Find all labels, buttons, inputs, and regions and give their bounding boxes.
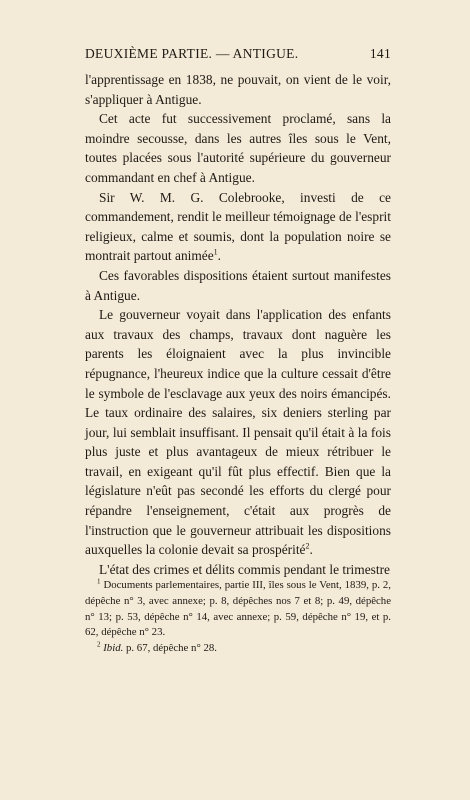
footnote-marker-1: 1: [97, 577, 101, 586]
footnote-marker-2: 2: [97, 640, 101, 649]
paragraph-1: l'apprentissage en 1838, ne pouvait, on vient de le voir, s'appliquer à Antigue.: [85, 72, 391, 107]
footnote-2: $^2$ Ibid. p. 67, dépêche n° 28.: [97, 640, 217, 655]
running-header: [85, 46, 391, 62]
footnote-ref-1: 1: [213, 247, 218, 257]
footnotes: [85, 578, 391, 657]
paragraph-6: L'état des crimes et délits commis pendant le trimestre: [99, 561, 390, 577]
paragraph-4: Ces favorables dispositions étaient surtout manifestes à Antigue.: [85, 267, 391, 303]
paragraph-2: Cet acte fut successivement proclamé, sans la moindre secousse, dans les autres îles sous le Vent, toutes placées sous l'autorité supérieure du gouverneur commandant en chef à Antigue.: [85, 111, 391, 185]
paragraph-3: Sir W. M. G. Colebrooke, investi de ce commandement, rendit le meilleur témoignage de l'esprit religieux, calme et soumis, dont la population noire se montrait partout animée$^1$.: [85, 189, 391, 264]
footnote-ref-2: 2: [305, 541, 310, 551]
page-number: 141: [369, 46, 391, 61]
footnote-1: $^1$ Documents parlementaires, partie III, îles sous le Vent, 1839, p. 2, dépêche n° 3, avec annexe; p. 8, dépêches nos 7 et 8; p. 49, dépêche n° 13; p. 53, dépêche n° 14, avec annexe; p. 59, dépêche n° 19, et p. 62, dépêche n° 23.: [85, 577, 391, 639]
ibid-reference: Ibid.: [103, 642, 124, 655]
paragraph-5: Le gouverneur voyait dans l'application des enfants aux travaux des champs, travaux dont naguère les parents les éloignaient avec la plus invincible répugnance, l'heureux indice que la culture cessait d'être le symbole de l'esclavage aux yeux des noirs émancipés. Le taux ordinaire des salaires, six deniers sterling par jour, lui semblait insuffisant. Il pensait qu'il était à la fois plus juste et plus avantageux de mieux rétribuer le travail, en exigeant qu'il fût plus effectif. Bien que la législature n'eût pas secondé les efforts du clergé pour répandre l'enseignement, c'était aux progrès de l'instruction que le gouverneur attribuait les dispositions auxquelles la colonie devait sa prospérité$^2$.: [85, 307, 391, 558]
running-title: DEUXIÈME PARTIE. — ANTIGUE.: [85, 46, 299, 61]
body-text: [85, 70, 391, 579]
